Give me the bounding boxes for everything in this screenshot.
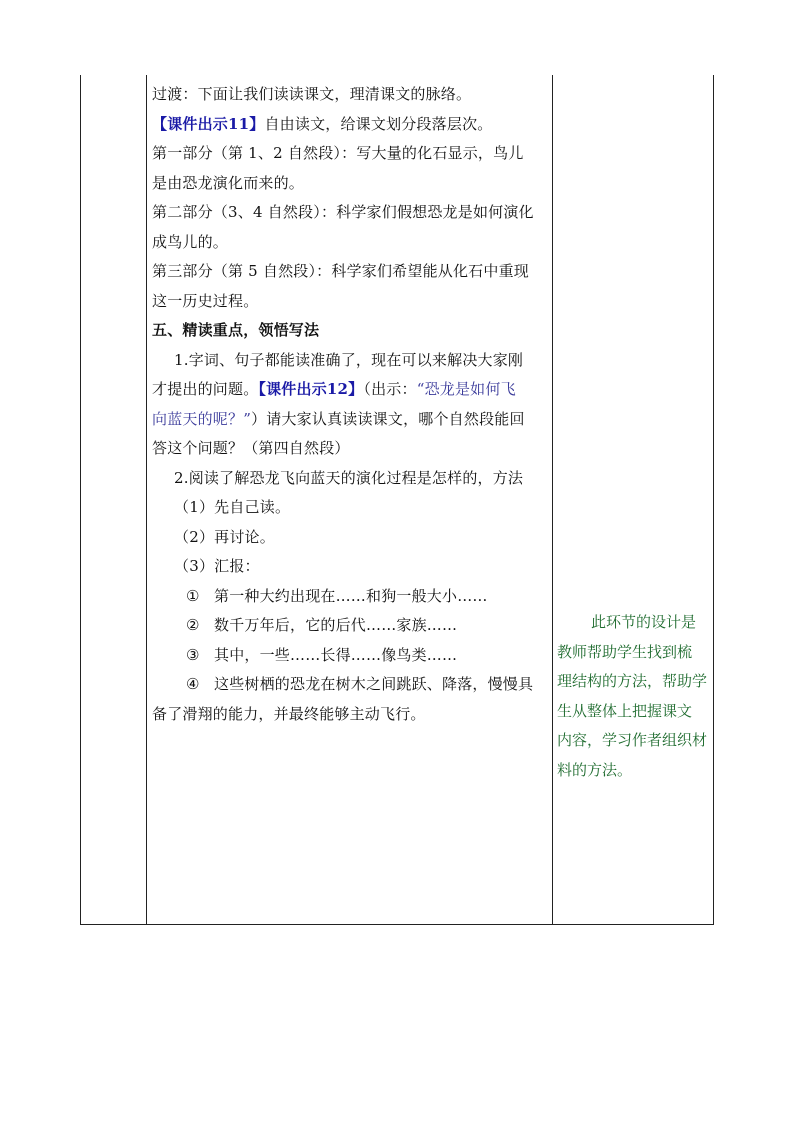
part-two-line-1: 第二部分（3、4 自然段）：科学家们假想恐龙是如何演化 [152, 203, 534, 221]
section-heading-5: 五、精读重点，领悟写法 [152, 321, 320, 339]
report-item-4: ④ 这些树栖的恐龙在树木之间跳跃、降落，慢慢具 [186, 675, 534, 693]
quoted-question: “恐龙是如何飞 [416, 380, 516, 398]
quoted-question: 向蓝天的呢？” [152, 409, 252, 428]
note-line-4: 生从整体上把握课文 [557, 701, 693, 720]
step-1-line-4: 答这个问题？（第四自然段） [152, 439, 350, 457]
table-border-left [80, 75, 81, 925]
substep-3: （3）汇报： [174, 557, 260, 575]
report-item-2: ② 数千万年后，它的后代……家族…… [186, 616, 458, 634]
courseware-label: 【课件出示12】 [258, 380, 364, 398]
note-line-6: 料的方法。 [557, 760, 633, 779]
part-two-line-2: 成鸟儿的。 [152, 232, 229, 251]
transition-line: 过渡：下面让我们读读课文，理清课文的脉络。 [152, 85, 472, 103]
substep-1: （1）先自己读。 [174, 498, 291, 516]
courseware-label: 【课件出示11】 [152, 114, 265, 133]
step-2-line: 2.阅读了解恐龙飞向蓝天的演化过程是怎样的，方法 [174, 468, 524, 487]
report-item-4-cont: 备了滑翔的能力，并最终能够主动飞行。 [152, 704, 426, 723]
note-line-3: 理结构的方法，帮助学 [557, 672, 708, 690]
note-line-5: 内容，学习作者组织材 [557, 731, 708, 749]
report-item-1: ① 第一种大约出现在……和狗一般大小…… [186, 586, 488, 605]
design-intent-cell [557, 608, 709, 785]
substep-2: （2）再讨论。 [174, 527, 275, 546]
part-three-line-1: 第三部分（第 5 自然段）：科学家们希望能从化石中重现 [152, 262, 529, 280]
table-border-bottom [80, 924, 714, 925]
note-line-1: 此环节的设计是 [591, 613, 697, 631]
part-one-line-2: 是由恐龙演化而来的。 [152, 173, 305, 192]
note-line-2: 教师帮助学生找到梳 [557, 642, 693, 661]
step-1-line-1: 1.字词、句子都能读准确了，现在可以来解决大家刚 [174, 350, 524, 369]
step-1-line-3: 向蓝天的呢？”）请大家认真读读课文，哪个自然段能回 [152, 409, 525, 428]
teaching-process-cell [152, 80, 552, 729]
column-divider-2 [552, 75, 553, 925]
courseware-11-line: 【课件出示11】自由读文，给课文划分段落层次。 [152, 114, 493, 133]
part-three-line-2: 这一历史过程。 [152, 291, 259, 310]
column-divider-1 [146, 75, 147, 925]
table-border-right [713, 75, 714, 925]
step-1-line-2: 才提出的问题。【课件出示12】（出示：“恐龙是如何飞 [152, 380, 516, 398]
report-item-3: ③ 其中，一些……长得……像鸟类…… [186, 645, 458, 664]
part-one-line-1: 第一部分（第 1、2 自然段）：写大量的化石显示，鸟儿 [152, 144, 524, 162]
